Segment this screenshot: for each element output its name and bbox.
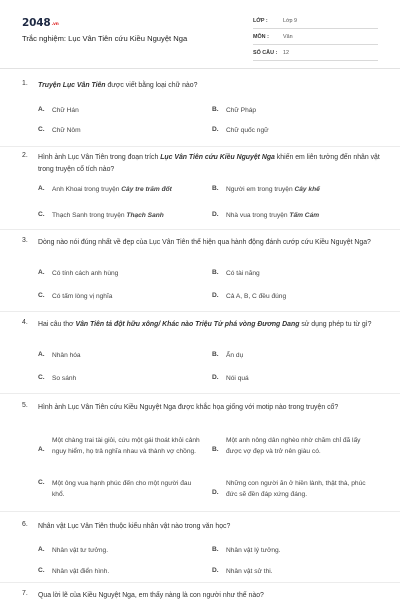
question-separator: [0, 311, 400, 312]
question-number: 5.: [22, 402, 28, 409]
option-letter: A.: [38, 185, 45, 192]
option-text: [52, 269, 202, 280]
question-number: 7.: [22, 590, 28, 597]
answer-option-d[interactable]: [212, 479, 377, 509]
answer-option-c[interactable]: [38, 479, 203, 509]
option-letter: C.: [38, 479, 45, 486]
option-text: [226, 479, 376, 500]
question-number: 1.: [22, 80, 28, 87]
option-text: [52, 567, 202, 578]
option-letter: B.: [212, 269, 219, 276]
text-segment: Có tấm lòng vị nghĩa: [52, 293, 113, 300]
option-letter: C.: [38, 292, 45, 299]
site-logo[interactable]: [22, 17, 59, 29]
logo-text: 2048: [22, 17, 51, 29]
option-text: [226, 185, 376, 196]
logo-suffix: .vn: [51, 22, 59, 27]
text-segment: Dòng nào nói đúng nhất về đẹp của Lục Vân Tiên thể hiện qua hành động đánh cướp cứu Kiều Nguyệt Nga?: [38, 239, 371, 246]
option-text: [226, 546, 376, 557]
header-divider: [0, 68, 400, 69]
question-number: 4.: [22, 319, 28, 326]
text-segment: Nhân vật điển hình.: [52, 568, 110, 575]
option-text: [52, 546, 202, 557]
question-text: [38, 521, 382, 533]
option-letter: B.: [212, 446, 219, 453]
meta-value: 12: [283, 50, 289, 56]
option-letter: A.: [38, 351, 45, 358]
question-separator: [0, 229, 400, 230]
option-letter: A.: [38, 546, 45, 553]
text-segment: được viết bằng loại chữ nào?: [105, 82, 198, 89]
option-text: [226, 567, 376, 578]
text-segment: Nhân hóa: [52, 352, 81, 359]
question-text: [38, 319, 382, 331]
option-letter: D.: [212, 374, 219, 381]
text-segment: Nói quá: [226, 375, 249, 382]
answer-option-c[interactable]: [38, 292, 203, 322]
option-letter: B.: [212, 106, 219, 113]
meta-value: Văn: [283, 34, 293, 40]
option-text: [226, 351, 376, 362]
option-text: [226, 126, 376, 137]
question-number: 2.: [22, 152, 28, 159]
meta-key: SỐ CÂU :: [253, 50, 278, 56]
emphasis-text: Lục Vân Tiên cứu Kiều Nguyệt Nga: [160, 154, 275, 161]
quiz-title: Trắc nghiệm: Lục Vân Tiên cứu Kiều Nguyệt Nga: [22, 34, 188, 43]
emphasis-text: Cây khế: [294, 186, 320, 193]
meta-key: MÔN :: [253, 34, 269, 40]
question-text: [38, 402, 382, 414]
option-text: [52, 351, 202, 362]
emphasis-text: Tấm Cám: [289, 212, 320, 219]
text-segment: Hình ảnh Lục Vân Tiên trong đoạn trích: [38, 154, 161, 161]
answer-option-d[interactable]: [212, 374, 377, 404]
option-letter: A.: [38, 446, 45, 453]
option-text: [52, 106, 202, 117]
text-segment: Có tính cách anh hùng: [52, 270, 119, 277]
question-text: [38, 80, 382, 92]
text-segment: Chữ Hán: [52, 107, 79, 114]
question-number: 3.: [22, 237, 28, 244]
question-text: [38, 152, 382, 176]
emphasis-text: Truyện Lục Vân Tiên: [38, 82, 106, 89]
text-segment: Cả A, B, C đều đúng: [226, 293, 287, 300]
text-segment: Thạch Sanh trong truyện: [52, 212, 127, 219]
option-text: [52, 479, 202, 500]
option-letter: A.: [38, 269, 45, 276]
meta-class-row: [253, 14, 378, 29]
option-text: [52, 126, 202, 137]
meta-count-row: [253, 46, 378, 61]
question-text: [38, 590, 382, 600]
question-number: 6.: [22, 521, 28, 528]
option-text: [226, 374, 376, 385]
text-segment: Nhân vật sử thi.: [226, 568, 273, 575]
option-letter: D.: [212, 489, 219, 496]
option-text: [52, 436, 202, 457]
text-segment: Chữ quốc ngữ: [226, 127, 269, 134]
meta-subject-row: [253, 30, 378, 45]
text-segment: Nhân vật tư tưởng.: [52, 547, 109, 554]
text-segment: Một ông vua hạnh phúc đến cho một người đau khổ.: [52, 480, 192, 498]
answer-option-a[interactable]: [38, 436, 203, 466]
answer-option-d[interactable]: [212, 292, 377, 322]
option-letter: C.: [38, 567, 45, 574]
option-text: [226, 211, 376, 222]
text-segment: Một chàng trai tài giỏi, cứu một gái thoát khỏi cảnh nguy hiểm, họ trả nghĩa nhau và thành vợ chồng.: [52, 437, 200, 455]
meta-key: LỚP :: [253, 18, 268, 24]
option-letter: C.: [38, 126, 45, 133]
emphasis-text: Cây tre trăm đốt: [121, 186, 172, 193]
text-segment: Chữ Nôm: [52, 127, 81, 134]
text-segment: Hình ảnh Lục Vân Tiên cứu Kiều Nguyệt Nga được khắc họa giống với motip nào trong truyện cổ?: [38, 404, 339, 411]
option-text: [52, 374, 202, 385]
answer-option-c[interactable]: [38, 374, 203, 404]
text-segment: Người em trong truyện: [226, 186, 295, 193]
text-segment: Một anh nông dân nghèo nhờ chăm chỉ đã lấy được vợ đẹp và trở nên giàu có.: [226, 437, 361, 455]
text-segment: Hai câu thơ: [38, 321, 76, 328]
option-letter: C.: [38, 211, 45, 218]
text-segment: Nhân vật Lục Vân Tiên thuộc kiểu nhân vật nào trong văn học?: [38, 523, 231, 530]
text-segment: Nhân vật lý tưởng.: [226, 547, 281, 554]
option-text: [52, 211, 202, 222]
text-segment: Anh Khoai trong truyện: [52, 186, 122, 193]
option-text: [226, 106, 376, 117]
text-segment: Chữ Pháp: [226, 107, 257, 114]
option-letter: B.: [212, 546, 219, 553]
option-letter: D.: [212, 292, 219, 299]
option-text: [226, 269, 376, 280]
emphasis-text: Vân Tiên tả đột hữu xông/ Khác nào Triệu Tử phá vòng Đương Dang: [75, 321, 300, 328]
text-segment: Ẩn dụ: [226, 352, 244, 359]
option-letter: A.: [38, 106, 45, 113]
question-text: [38, 237, 382, 249]
question-separator: [0, 393, 400, 394]
text-segment: khiến em liên tưởng đến nhân vật trong truyện cổ tích nào?: [38, 154, 380, 173]
question-separator: [0, 511, 400, 512]
option-text: [226, 292, 376, 303]
text-segment: Nhà vua trong truyện: [226, 212, 290, 219]
text-segment: sử dụng phép tu từ gì?: [299, 321, 372, 328]
option-letter: B.: [212, 185, 219, 192]
option-letter: D.: [212, 567, 219, 574]
option-letter: B.: [212, 351, 219, 358]
option-letter: C.: [38, 374, 45, 381]
text-segment: So sánh: [52, 375, 77, 382]
text-segment: Qua lời lẽ của Kiều Nguyệt Nga, em thấy nàng là con người như thế nào?: [38, 592, 264, 599]
option-text: [52, 185, 202, 196]
option-letter: D.: [212, 126, 219, 133]
text-segment: Những con người ăn ở hiền lành, thật thà, phúc đức sẽ đền đáp xứng đáng.: [226, 480, 366, 498]
option-text: [226, 436, 376, 457]
meta-value: Lớp 9: [283, 18, 298, 24]
text-segment: Có tài năng: [226, 270, 260, 277]
option-text: [52, 292, 202, 303]
option-letter: D.: [212, 211, 219, 218]
emphasis-text: Thạch Sanh: [126, 212, 164, 219]
answer-option-b[interactable]: [212, 436, 377, 466]
question-separator: [0, 146, 400, 147]
page-header: [0, 0, 400, 68]
question-separator: [0, 582, 400, 583]
